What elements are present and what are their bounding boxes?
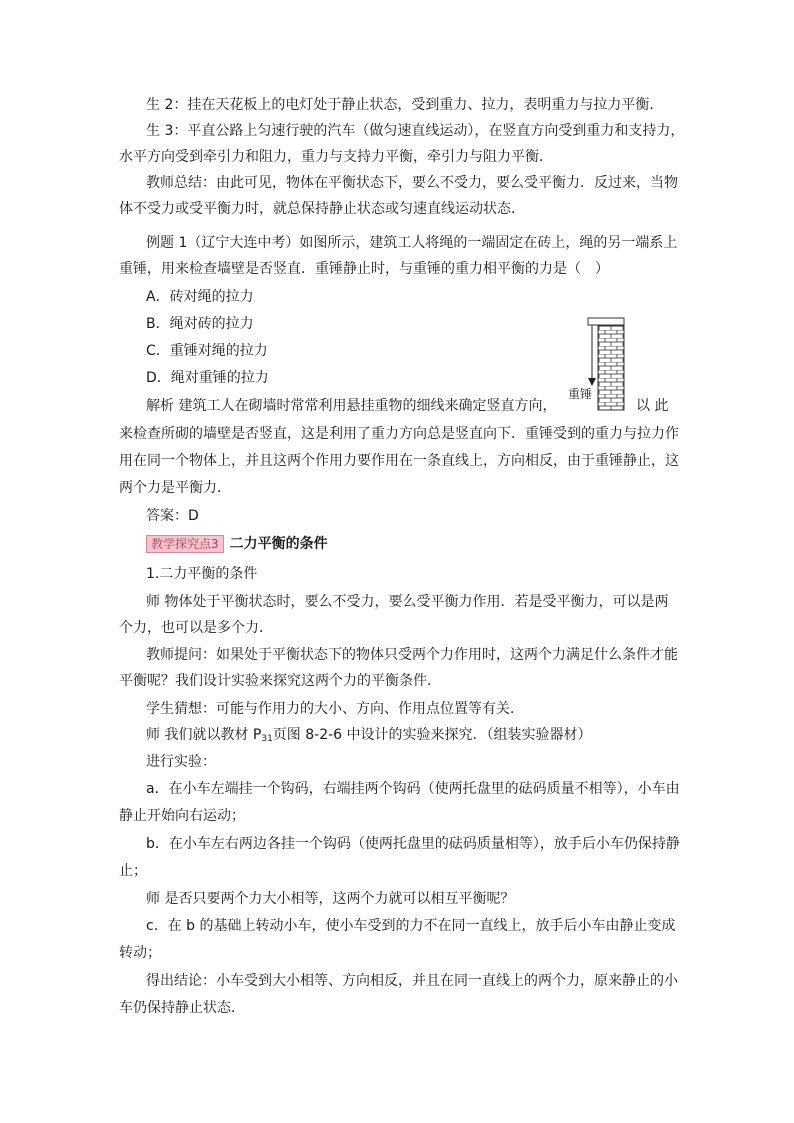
teacher-line2: 个力，也可以是多个力． [119,620,273,636]
example-question-line2: 重锤，用来检查墙壁是否竖直．重锤静止时，与重锤的重力相平衡的力是（ ） [119,261,609,277]
step-c-line2: 转动； [119,945,161,961]
analysis-line1-tail: 以 此 [636,398,669,414]
teacher-line1: 师 物体处于平衡状态时，要么不受力，要么受平衡力作用．若是受平衡力，可以是两 [146,594,669,610]
analysis-line3: 用在同一个物体上，并且这两个作用力要作用在一条直线上，方向相反，由于重锤静止，这 [119,453,679,469]
step-a-line2: 静止开始向右运动； [119,808,245,824]
example-question-line1: 例题 1（辽宁大连中考）如图所示，建筑工人将绳的一端固定在砖上，绳的另一端系上 [146,235,678,251]
analysis-line1: 解析 建筑工人在砌墙时常常利用悬挂重物的细线来确定竖直方向， [146,398,557,414]
teacher-question-line2: 平衡呢？我们设计实验来探究这两个力的平衡条件． [119,673,441,689]
step-a-line1: a．在小车左端挂一个钩码，右端挂两个钩码（使两托盘里的砝码质量不相等），小车由 [146,781,680,797]
plumb-bob [588,378,596,386]
conclusion-line1: 得出结论：小车受到大小相等、方向相反，并且在同一直线上的两个力，原来静止的小 [146,973,678,989]
subsection-title: 1.二力平衡的条件 [146,566,258,582]
step-b-line1: b．在小车左右两边各挂一个钩码（使两托盘里的砝码质量相等），放手后小车仍保持静 [146,836,680,852]
experiment-heading: 进行实验： [146,754,216,770]
student-guess: 学生猜想：可能与作用力的大小、方向、作用点位置等有关． [146,701,524,717]
paragraph-summary-line1: 教师总结：由此可见，物体在平衡状态下，要么不受力，要么受平衡力．反过来，当物 [146,175,678,191]
step-c-line1: c．在 b 的基础上转动小车，使小车受到的力不在同一直线上，放手后小车由静止变成 [146,918,676,934]
paragraph-summary-line2: 体不受力或受平衡力时，就总保持静止状态或匀速直线运动状态． [119,201,525,217]
section-badge: 教学探究点3 [146,535,224,553]
plumb-bob-label: 重锤 [568,387,593,401]
analysis-line4: 两个力是平衡力． [119,480,231,496]
teacher-question-line1: 教师提问：如果处于平衡状态下的物体只受两个力作用时，这两个力满足什么条件才能 [146,647,678,663]
option-d: D．绳对重锤的拉力 [146,370,269,386]
option-c: C．重锤对绳的拉力 [146,343,268,359]
section-title: 二力平衡的条件 [229,536,328,552]
option-a: A．砖对绳的拉力 [146,289,254,305]
option-b: B．绳对砖的拉力 [146,316,254,332]
section-heading [119,531,702,557]
paragraph-student2: 生 2：挂在天花板上的电灯处于静止状态，受到重力、拉力，表明重力与拉力平衡． [146,97,664,113]
analysis-line2: 来检查所砌的墙壁是否竖直，这是利用了重力方向总是竖直向下．重锤受到的重力与拉力作 [119,426,679,442]
plumb-line-figure [566,314,636,414]
teacher-experiment-intro: 师 我们就以教材 $P_{31}$页图 8-2-6 中设计的实验来探究．（组装实验器材） [146,727,592,744]
conclusion-line2: 车仍保持静止状态． [119,1000,245,1016]
brick-wall [598,326,624,410]
teacher-question-2: 师 是否只要两个力大小相等，这两个力就可以相互平衡呢？ [146,891,515,907]
answer: 答案：D [146,508,199,524]
page-subscript: 31 [261,734,273,744]
top-brick [588,318,624,325]
step-b-line2: 止； [119,863,147,879]
paragraph-student3-line2: 水平方向受到牵引力和阻力，重力与支持力平衡，牵引力与阻力平衡． [119,149,553,165]
paragraph-student3-line1: 生 3：平直公路上匀速行驶的汽车（做匀速直线运动），在竖直方向受到重力和支持力， [146,123,685,139]
